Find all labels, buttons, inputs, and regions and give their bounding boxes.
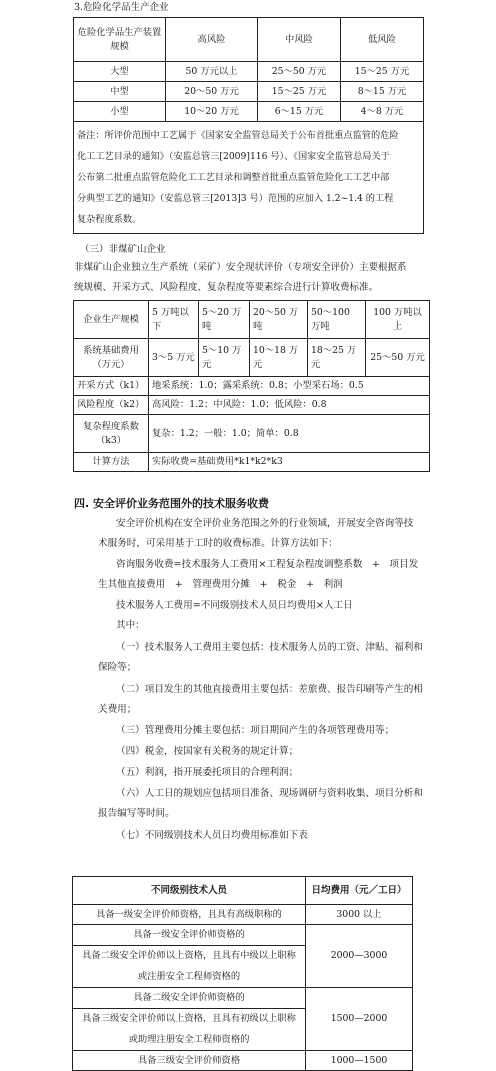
list-item: （五）利润，指开展委托项目的合理利润； — [116, 767, 299, 778]
formula-line: 咨询服务收费=技术服务人工费用×工程复杂程度调整系数 + 项目发 — [116, 559, 419, 570]
table-row — [73, 1051, 413, 1071]
table-cell: 50 万元以上 — [166, 62, 258, 82]
table-cell: 10～20 万元 — [166, 102, 258, 122]
header-cell: 危险化学品生产装置规模 — [74, 18, 166, 62]
table-row — [74, 82, 424, 102]
list-item: （六）人工日的规划应包括项目准备、现场调研与资料收集、项目分析和 — [116, 788, 423, 799]
list-item: （二）项目发生的其他直接费用主要包括：差旅费、报告印刷等产生的相 — [116, 684, 423, 695]
table-cell: 地采系统：1.0；露采系统：0.8；小型采石场：0.5 — [149, 377, 430, 396]
table-row — [74, 415, 430, 453]
table-cell: 18～25 万元 — [308, 339, 366, 377]
table-cell: 1500—2000 — [306, 988, 413, 1051]
table-cell: 20～50 万吨 — [250, 301, 308, 339]
table-cell — [73, 925, 306, 988]
table-header-row — [74, 18, 424, 62]
table-cell: 5～10 万元 — [199, 339, 250, 377]
list-item: 报告编写等时间。 — [98, 808, 175, 819]
table-cell: 6～15 万元 — [258, 102, 341, 122]
table-cell: 高风险：1.2；中风险：1.0；低风险：0.8 — [149, 396, 430, 415]
table-row — [74, 453, 430, 472]
table-row — [73, 925, 413, 988]
non-coal-intro-line: 非煤矿山企业独立生产系统（采矿）安全现状评价（专项安全评价）主要根据系 — [74, 262, 407, 273]
table-cell: 计算方法 — [74, 453, 149, 472]
table-cell: 20～50 万元 — [166, 82, 258, 102]
table-cell: 3000 以上 — [306, 905, 413, 925]
table-row — [74, 396, 430, 415]
table-cell: 复杂程度系数（k3） — [74, 415, 149, 453]
table-cell: 100 万吨以上 — [366, 301, 430, 339]
table-note-row — [74, 122, 424, 234]
formula-line: 生其他直接费用 + 管理费用分摊 + 税金 + 利润 — [98, 579, 343, 590]
table-cell: 复杂：1.2；一般：1.0；简单：0.8 — [149, 415, 430, 453]
non-coal-intro-line: 统规模、开采方式、风险程度、复杂程度等要素综合进行计算收费标准。 — [74, 282, 379, 293]
table-row — [74, 62, 424, 82]
paragraph-line: 其中： — [116, 620, 145, 631]
tech-staff-daily-fee-table — [72, 876, 413, 1071]
table-row — [73, 905, 413, 925]
table-cell: 企业生产规模 — [74, 301, 149, 339]
table-row — [73, 988, 413, 1051]
table-cell: 15～25 万元 — [258, 82, 341, 102]
list-item: 保险等； — [98, 662, 137, 673]
staff-level: 具备一级安全评价师资格的 — [73, 925, 305, 946]
table-cell: 15～25 万元 — [341, 62, 424, 82]
list-item: 关费用； — [98, 704, 137, 715]
paragraph-line: 术服务时，可采用基于工时的收费标准。计算方法如下： — [98, 538, 338, 549]
header-cell: 高风险 — [166, 18, 258, 62]
table-cell: 10～18 万元 — [250, 339, 308, 377]
table-cell — [73, 988, 306, 1051]
table-cell: 4～8 万元 — [341, 102, 424, 122]
table-row — [74, 339, 430, 377]
table-row — [74, 301, 430, 339]
table-cell: 50～100 万吨 — [308, 301, 366, 339]
table-cell: 25～50 万元 — [366, 339, 430, 377]
table-cell: 开采方式（k1） — [74, 377, 149, 396]
table-cell: 具备一级安全评价师资格，且具有高级职称的 — [73, 905, 306, 925]
formula-line: 技术服务人工费用=不同级别技术人员日均费用×人工日 — [116, 600, 353, 611]
note-line: 公布第二批重点监管危险化工工艺目录和调整首批重点监管危险化工工艺中部 — [77, 172, 390, 183]
table-cell: 1000—1500 — [306, 1051, 413, 1071]
table-row — [74, 377, 430, 396]
note-line: 分典型工艺的通知》（安监总管三[2013]3 号）范围的应加入 1.2~1.4 的工程 — [77, 193, 394, 204]
staff-level: 或注册安全工程师资格的 — [137, 971, 241, 982]
header-cell: 不同级别技术人员 — [73, 877, 306, 905]
non-coal-mine-title: （三）非煤矿山企业 — [80, 244, 166, 255]
list-item: （一）技术服务人工费用主要包括：技术服务人员的工资、津贴、福利和 — [116, 642, 423, 653]
section-3-title: 3.危险化学品生产企业 — [74, 2, 169, 13]
header-cell: 日均费用（元／工日） — [306, 877, 413, 905]
table-header-row — [73, 877, 413, 905]
section-4-heading: 四. 安全评价业务范围外的技术服务收费 — [74, 497, 270, 510]
table-cell: 实际收费=基础费用*k1*k2*k3 — [149, 453, 430, 472]
table-cell: 8～15 万元 — [341, 82, 424, 102]
list-item: （三）管理费用分摊主要包括：项目期间产生的各项管理费用等； — [116, 725, 395, 736]
staff-level: 具备二级安全评价师以上资格，且具有中级以上职称 — [82, 950, 296, 961]
header-cell: 低风险 — [341, 18, 424, 62]
table-note — [74, 122, 424, 234]
table-cell: 系统基础费用（万元） — [74, 339, 149, 377]
list-item: （七）不同级别技术人员日均费用标准如下表 — [116, 830, 308, 841]
table-cell: 5 万吨以下 — [149, 301, 199, 339]
staff-level: 或助理注册安全工程师资格的 — [128, 1034, 250, 1045]
hazchem-fee-table — [73, 17, 424, 234]
table-cell: 25～50 万元 — [258, 62, 341, 82]
paragraph-line: 安全评价机构在安全评价业务范围之外的行业领域，开展安全咨询等技 — [116, 518, 414, 529]
table-cell: 2000—3000 — [306, 925, 413, 988]
staff-level: 具备二级安全评价师资格的 — [73, 988, 305, 1009]
note-line: 备注：所评价范围中工艺属于《国家安全监管总局关于公布首批重点监管的危险 — [77, 130, 399, 141]
staff-level: 具备三级安全评价师以上资格，且具有初级以上职称 — [82, 1013, 296, 1024]
header-cell: 中风险 — [258, 18, 341, 62]
table-cell: 大型 — [74, 62, 166, 82]
table-row — [74, 102, 424, 122]
non-coal-fee-table — [73, 300, 430, 472]
table-cell: 风险程度（k2） — [74, 396, 149, 415]
note-line: 复杂程度系数。 — [77, 214, 142, 225]
note-line: 化工工艺目录的通知》（安监总管三[2009]116 号）、《国家安全监管总局关于 — [77, 151, 390, 162]
table-cell: 中型 — [74, 82, 166, 102]
table-cell: 小型 — [74, 102, 166, 122]
table-cell: 具备三级安全评价师资格 — [73, 1051, 306, 1071]
list-item: （四）税金，按国家有关税务的规定计算； — [116, 746, 299, 757]
table-cell: 5～20 万吨 — [199, 301, 250, 339]
table-cell: 3～5 万元 — [149, 339, 199, 377]
